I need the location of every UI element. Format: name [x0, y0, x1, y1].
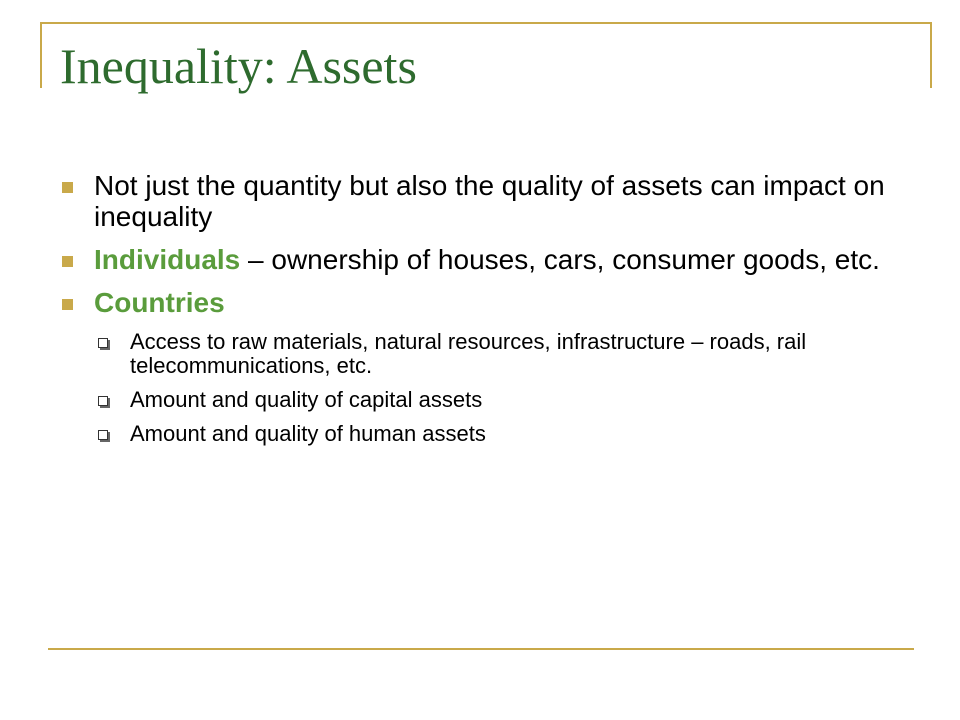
frame-line-bottom — [48, 648, 914, 650]
square-bullet-icon — [62, 256, 73, 267]
checkbox-bullet-icon — [98, 430, 108, 440]
frame-line-right — [930, 22, 932, 88]
bullet-list — [62, 170, 902, 456]
sub-bullet-text: Amount and quality of human assets — [130, 421, 486, 446]
square-bullet-icon — [62, 299, 73, 310]
bullet-highlight: Countries — [94, 287, 225, 318]
sub-bullet-item — [96, 422, 902, 446]
frame-line-left — [40, 22, 42, 88]
frame-line-top — [40, 22, 932, 24]
bullet-text: Not just the quantity but also the quality of assets can impact on inequality — [94, 170, 885, 232]
checkbox-bullet-icon — [98, 338, 108, 348]
slide-title: Inequality: Assets — [60, 38, 417, 94]
bullet-highlight: Individuals — [94, 244, 241, 275]
bullet-text: – ownership of houses, cars, consumer goods, etc. — [240, 244, 880, 275]
bullet-item — [62, 170, 902, 232]
sub-bullet-text: Amount and quality of capital assets — [130, 387, 483, 412]
sub-bullet-item — [96, 330, 902, 378]
sub-bullet-item — [96, 388, 902, 412]
sub-bullet-text: Access to raw materials, natural resources, infrastructure – roads, rail telecommunications, etc. — [130, 329, 807, 378]
checkbox-bullet-icon — [98, 396, 108, 406]
bullet-item — [62, 244, 902, 275]
bullet-item — [62, 287, 902, 318]
square-bullet-icon — [62, 182, 73, 193]
